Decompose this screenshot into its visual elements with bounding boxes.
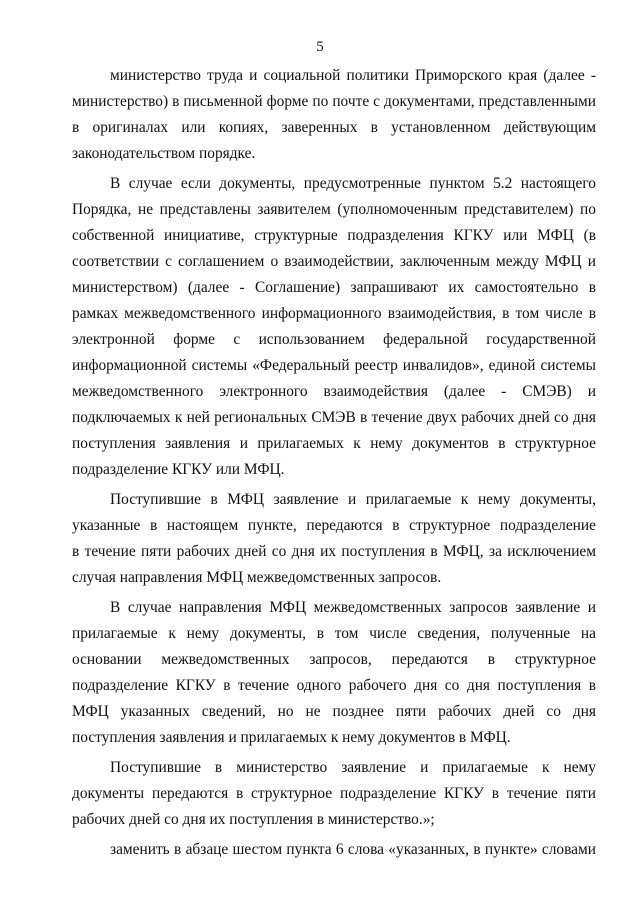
text-line: Поступившие в МФЦ заявление и прилагаемые к нему документы, [110, 491, 596, 508]
text-line: в течение пяти рабочих дней со дня их поступления в МФЦ, за исключением [72, 543, 596, 560]
text-line: информационной системы «Федеральный реестр инвалидов», единой системы [72, 357, 596, 374]
text-line: Поступившие в министерство заявление и прилагаемые к нему [110, 759, 596, 776]
text-line: подключаемых к ней региональных СМЭВ в течение двух рабочих дней со дня [72, 409, 596, 426]
text-line: министерство) в письменной форме по почте с документами, представленными [72, 93, 596, 110]
text-line: МФЦ указанных сведений, но не позднее пяти рабочих дней со дня [72, 703, 596, 720]
text-line: собственной инициативе, структурные подразделения КГКУ или МФЦ (в [72, 227, 596, 244]
text-line: подразделение КГКУ в течение одного рабочего дня со дня поступления в [72, 677, 596, 694]
text-line: В случае направления МФЦ межведомственных запросов заявление и [110, 599, 596, 616]
text-line: подразделение КГКУ или МФЦ. [72, 461, 285, 478]
text-line: министерством) (далее - Соглашение) запрашивают их самостоятельно в [72, 279, 596, 296]
text-line: в оригиналах или копиях, заверенных в установленном действующим [72, 119, 596, 136]
text-line: поступления заявления и прилагаемых к нему документов в МФЦ. [72, 729, 511, 746]
page-number: 5 [316, 39, 324, 55]
text-line: случая направления МФЦ межведомственных запросов. [72, 569, 442, 586]
text-line: межведомственного электронного взаимодействия (далее - СМЭВ) и [72, 383, 596, 400]
text-line: заменить в абзаце шестом пункта 6 слова «указанных, в пункте» словами [110, 841, 596, 858]
text-line: основании межведомственных запросов, передаются в структурное [72, 651, 596, 668]
text-line: законодательством порядке. [72, 145, 256, 162]
text-line: документы передаются в структурное подразделение КГКУ в течение пяти [72, 785, 596, 802]
text-line: министерство труда и социальной политики Приморского края (далее - [110, 67, 596, 84]
text-line: В случае если документы, предусмотренные пунктом 5.2 настоящего [110, 175, 596, 192]
text-line: прилагаемые к нему документы, в том числе сведения, полученные на [72, 625, 596, 642]
text-line: указанные в настоящем пункте, передаются в структурное подразделение [72, 517, 596, 534]
text-line: соответствии с соглашением о взаимодействии, заключенным между МФЦ и [72, 253, 596, 270]
text-line: электронной форме с использованием федеральной государственной [72, 331, 596, 348]
text-line: рамках межведомственного информационного взаимодействия, в том числе в [72, 305, 596, 322]
text-line: рабочих дней со дня их поступления в министерство.»; [72, 811, 435, 828]
text-line: Порядка, не представлены заявителем (уполномоченным представителем) по [72, 201, 596, 218]
text-line: поступления заявления и прилагаемых к нему документов в структурное [72, 435, 596, 452]
